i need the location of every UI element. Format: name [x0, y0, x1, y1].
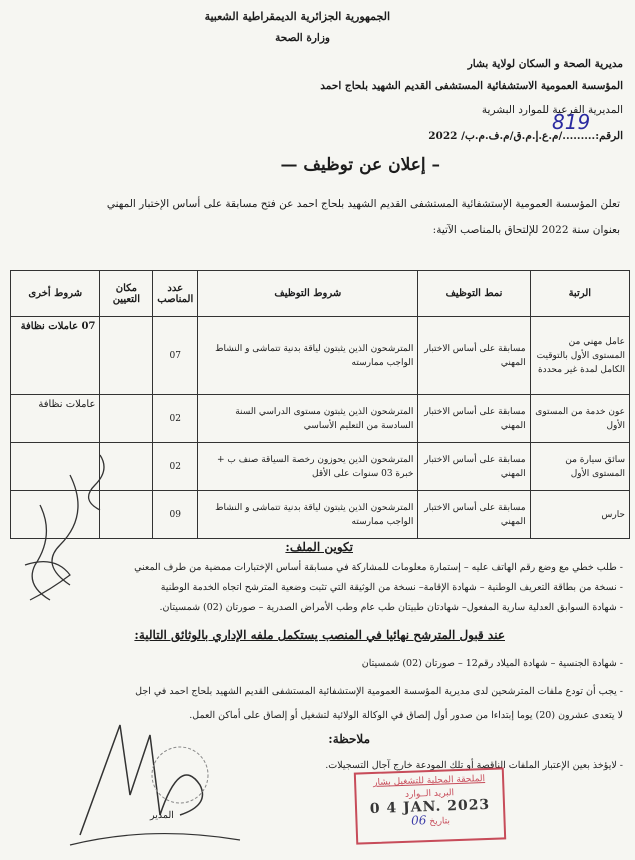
- table-row: [11, 317, 630, 395]
- final-item: لا يتعدى عشرون (20) يوما إبتداءا من صدور أول إلصاق في الوكالة الولائية لتشغيل أو إلصاق على أماكن العمل.: [189, 710, 623, 721]
- cell-conditions: المترشحون الذين يثبتون لياقة بدنية تتماشى و النشاط الواجب ممارسته: [198, 491, 418, 539]
- page-title: [280, 155, 440, 175]
- cell-other: 07 عاملات نظافة: [11, 317, 100, 395]
- intro-line-2: بعنوان سنة 2022 للإلتحاق بالمناصب الآتية:: [432, 224, 620, 236]
- table-header-row: [11, 271, 630, 317]
- final-item: - يجب أن تودع ملفات المترشحين لدى مديرية المؤسسة العمومية الإستشفائية المستشفى القديم الشهيد بلحاج احمد في اجل: [135, 686, 623, 697]
- institution-header: المؤسسة العمومية الاستشفائية المستشفى القديم الشهيد بلحاج احمد: [320, 80, 623, 92]
- signature-icon: [60, 705, 260, 855]
- cell-conditions: المترشحون الذين يثبتون مستوى الدراسي السنة السادسة من التعليم الأساسي: [198, 395, 418, 443]
- cell-conditions: المترشحون الذين يثبتون لياقة بدنية تتماشى و النشاط الواجب ممارسته: [198, 317, 418, 395]
- file-item: - نسخة من بطاقة التعريف الوطنية – شهادة الإقامة– نسخة من الوثيقة التي تثبت وضعية المترشح اتجاه الخدمة الوطنية: [160, 582, 623, 593]
- cell-grade: عامل مهني من المستوى الأول بالتوقيت الكامل لمدة غير محددة: [530, 317, 629, 395]
- cell-other: عاملات نظافة: [11, 395, 100, 443]
- file-section-title: تكوين الملف:: [285, 540, 353, 554]
- cell-mode: مسابقة على أساس الاختبار المهني: [418, 395, 530, 443]
- header-grade: الرتبة: [530, 271, 629, 317]
- received-stamp: [354, 767, 506, 844]
- cell-count: 02: [153, 443, 198, 491]
- file-item: - طلب خطي مع وضع رقم الهاتف عليه – إستمارة معلومات للمشاركة في مسابقة أساس الإختبارات ممضية من طرف المعني: [134, 562, 623, 573]
- directorate-header: مديرية الصحة و السكان لولاية بشار: [467, 58, 623, 70]
- header-place: مكان التعيين: [100, 271, 153, 317]
- cell-conditions: المترشحون الذين يحوزون رخصة السياقة صنف ب + خبرة 03 سنوات على الأقل: [198, 443, 418, 491]
- ministry-header: وزارة الصحة: [275, 32, 330, 44]
- title-text: إعلان عن توظيف: [303, 155, 426, 175]
- cell-mode: مسابقة على أساس الاختبار المهني: [418, 317, 530, 395]
- stamp-handwritten: 06: [410, 813, 427, 828]
- reference-number: الرقم:........./م.ع.إ.م.ق/م.ف.م.ب/ 2022: [428, 130, 623, 142]
- final-item: - شهادة الجنسية – شهادة الميلاد رقم12 – صورتان (02) شمسيتان: [361, 658, 623, 669]
- cell-place: [100, 317, 153, 395]
- header-count: عدد المناصب: [153, 271, 198, 317]
- cell-count: 02: [153, 395, 198, 443]
- reference-handwritten: 819: [552, 110, 591, 134]
- file-item: - شهادة السوابق العدلية سارية المفعول– شهادتان طبيتان طب عام وطب الأمراض الصدرية – صورتان (02) شمسيتان.: [159, 602, 623, 613]
- header-mode: نمط التوظيف: [418, 271, 530, 317]
- title-dash-right: –: [425, 155, 440, 175]
- cell-grade: حارس: [530, 491, 629, 539]
- title-dash-left: —: [280, 155, 298, 175]
- cell-grade: عون خدمة من المستوى الأول: [530, 395, 629, 443]
- cell-count: 07: [153, 317, 198, 395]
- cell-mode: مسابقة على أساس الاختبار المهني: [418, 443, 530, 491]
- cell-mode: مسابقة على أساس الاختبار المهني: [418, 491, 530, 539]
- stamp-date: 0 4 JAN. 2023: [369, 796, 491, 818]
- final-section-title: عند قبول المترشح نهائيا في المنصب يستكمل ملفه الإداري بالوثائق التالية:: [134, 628, 505, 642]
- note-title: ملاحظة:: [328, 732, 370, 746]
- cell-place: [100, 395, 153, 443]
- note-text: - لايؤخذ بعين الإعتبار الملفات الناقصة أو تلك المودعة خارج آجال التسجيلات.: [325, 760, 623, 771]
- stamp-line-1: الملحقة المحلية للتشغيل بشار: [373, 774, 486, 788]
- stamp-label: بتاريخ: [429, 816, 451, 828]
- cell-grade: سائق سيارة من المستوى الأول: [530, 443, 629, 491]
- director-label: المدير: [150, 810, 174, 821]
- header-other: شروط أخرى: [11, 271, 100, 317]
- table-row: [11, 395, 630, 443]
- header-conditions: شروط التوظيف: [198, 271, 418, 317]
- stamp-line-2: البريد الــوارد: [404, 788, 455, 800]
- sub-directorate-header: المديرية الفرعية للموارد البشرية: [481, 104, 623, 116]
- republic-header: الجمهورية الجزائرية الديمقراطية الشعبية: [204, 10, 390, 23]
- cell-count: 09: [153, 491, 198, 539]
- intro-line-1: تعلن المؤسسة العمومية الإستشفائية المستشفى القديم الشهيد بلحاج احمد عن فتح مسابقة على أساس الإختبار المهني: [106, 198, 620, 210]
